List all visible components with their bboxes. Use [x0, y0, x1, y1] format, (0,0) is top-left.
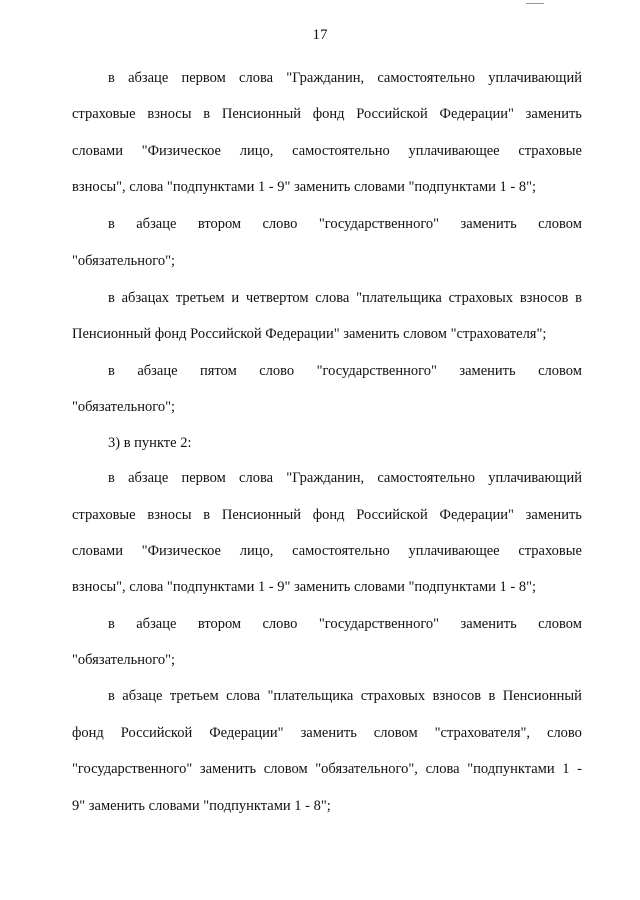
word: слово: [262, 216, 298, 232]
word: страховых: [360, 688, 426, 704]
word: Российской: [356, 507, 428, 523]
word: Пенсионный: [502, 688, 582, 704]
text-line: [72, 724, 582, 742]
text-line: [108, 289, 582, 307]
word: фонд: [312, 106, 345, 122]
word: Федерации": [209, 725, 284, 741]
word: пятом: [200, 363, 237, 379]
word: страховые: [518, 143, 582, 159]
word: слово: [262, 616, 298, 632]
word: "плательщика: [356, 290, 442, 306]
text-line: [108, 362, 582, 380]
word: фонд: [72, 725, 104, 741]
word: третьем: [169, 688, 219, 704]
word: взносов: [519, 290, 569, 306]
word: страховые: [72, 507, 136, 523]
word: абзаце: [136, 216, 177, 232]
word: в: [203, 507, 211, 523]
text-line: 3) в пункте 2:: [108, 435, 192, 451]
word: Федерации": [439, 106, 514, 122]
word: словами: [72, 143, 123, 159]
word: 1: [562, 761, 570, 777]
word: "Гражданин,: [286, 470, 365, 486]
word: третьем: [175, 290, 225, 306]
word: самостоятельно: [377, 70, 476, 86]
text-line: "обязательного";: [72, 652, 176, 668]
word: "Гражданин,: [286, 70, 365, 86]
word: самостоятельно: [292, 543, 390, 559]
word: слова: [315, 290, 350, 306]
word: в: [108, 616, 115, 632]
word: страховые: [72, 106, 136, 122]
word: словом: [263, 761, 308, 777]
word: и: [231, 290, 240, 306]
text-line: [108, 469, 582, 487]
word: в: [575, 290, 582, 306]
word: "государственного": [72, 761, 193, 777]
text-line: 9" заменить словами "подпунктами 1 - 8";: [72, 798, 331, 814]
text-line: Пенсионный фонд Российской Федерации" заменить словом "страхователя";: [72, 326, 547, 342]
word: "подпунктами: [467, 761, 555, 777]
word: в: [108, 70, 115, 86]
word: первом: [181, 70, 226, 86]
word: словами: [72, 543, 123, 559]
word: "Физическое: [141, 143, 221, 159]
text-line: [108, 69, 582, 87]
word: взносы: [147, 507, 192, 523]
text-line: [72, 142, 582, 160]
word: уплачивающий: [488, 470, 582, 486]
word: заменить: [460, 616, 517, 632]
word: абзаце: [128, 470, 169, 486]
text-line: "обязательного";: [72, 399, 176, 415]
word: первом: [181, 470, 226, 486]
word: словом: [538, 616, 582, 632]
page-number: 17: [312, 27, 328, 43]
text-line: [72, 542, 582, 560]
word: "государственного": [316, 363, 437, 379]
word: страховые: [518, 543, 582, 559]
word: "государственного": [318, 616, 440, 632]
word: абзацах: [121, 290, 170, 306]
word: заменить: [525, 507, 582, 523]
word: абзаце: [122, 688, 163, 704]
text-line: [72, 105, 582, 123]
word: Российской: [120, 725, 193, 741]
word: словом: [538, 216, 582, 232]
text-line: [108, 687, 582, 705]
word: заменить: [300, 725, 357, 741]
word: "плательщика: [267, 688, 354, 704]
scan-mark: [526, 3, 544, 4]
word: "Физическое: [141, 543, 221, 559]
word: Федерации": [439, 507, 514, 523]
word: слово: [259, 363, 295, 379]
word: в: [108, 290, 115, 306]
word: в: [108, 470, 115, 486]
word: самостоятельно: [377, 470, 476, 486]
word: заменить: [525, 106, 582, 122]
word: заменить: [460, 216, 517, 232]
word: заменить: [459, 363, 516, 379]
word: четвертом: [245, 290, 309, 306]
text-line: [72, 506, 582, 524]
word: уплачивающее: [408, 543, 500, 559]
word: слова: [425, 761, 460, 777]
word: в: [108, 363, 115, 379]
word: "государственного": [318, 216, 440, 232]
word: Российской: [356, 106, 428, 122]
word: словом: [538, 363, 582, 379]
word: слова: [239, 70, 274, 86]
text-line: [108, 615, 582, 633]
word: втором: [197, 616, 242, 632]
text-line: взносы", слова "подпунктами 1 - 9" заменить словами "подпунктами 1 - 8";: [72, 579, 537, 595]
word: слова: [239, 470, 274, 486]
word: словом: [373, 725, 418, 741]
word: взносов: [432, 688, 482, 704]
word: Пенсионный: [221, 507, 301, 523]
word: в: [108, 688, 115, 704]
word: уплачивающее: [408, 143, 500, 159]
word: лицо,: [239, 143, 274, 159]
word: в: [488, 688, 496, 704]
text-line: [108, 215, 582, 233]
text-line: "обязательного";: [72, 253, 176, 269]
word: взносы: [147, 106, 192, 122]
word: абзаце: [128, 70, 169, 86]
word: фонд: [312, 507, 345, 523]
word: в: [108, 216, 115, 232]
word: самостоятельно: [292, 143, 390, 159]
word: абзаце: [136, 616, 177, 632]
word: страховых: [448, 290, 514, 306]
word: в: [203, 106, 211, 122]
word: -: [577, 761, 582, 777]
word: заменить: [199, 761, 257, 777]
text-line: [72, 760, 582, 778]
word: "обязательного",: [315, 761, 418, 777]
word: слово: [547, 725, 582, 741]
word: уплачивающий: [488, 70, 582, 86]
text-line: взносы", слова "подпунктами 1 - 9" заменить словами "подпунктами 1 - 8";: [72, 179, 537, 195]
word: втором: [197, 216, 242, 232]
word: абзаце: [137, 363, 178, 379]
word: лицо,: [239, 543, 274, 559]
word: "страхователя",: [434, 725, 531, 741]
word: Пенсионный: [221, 106, 301, 122]
word: слова: [226, 688, 261, 704]
